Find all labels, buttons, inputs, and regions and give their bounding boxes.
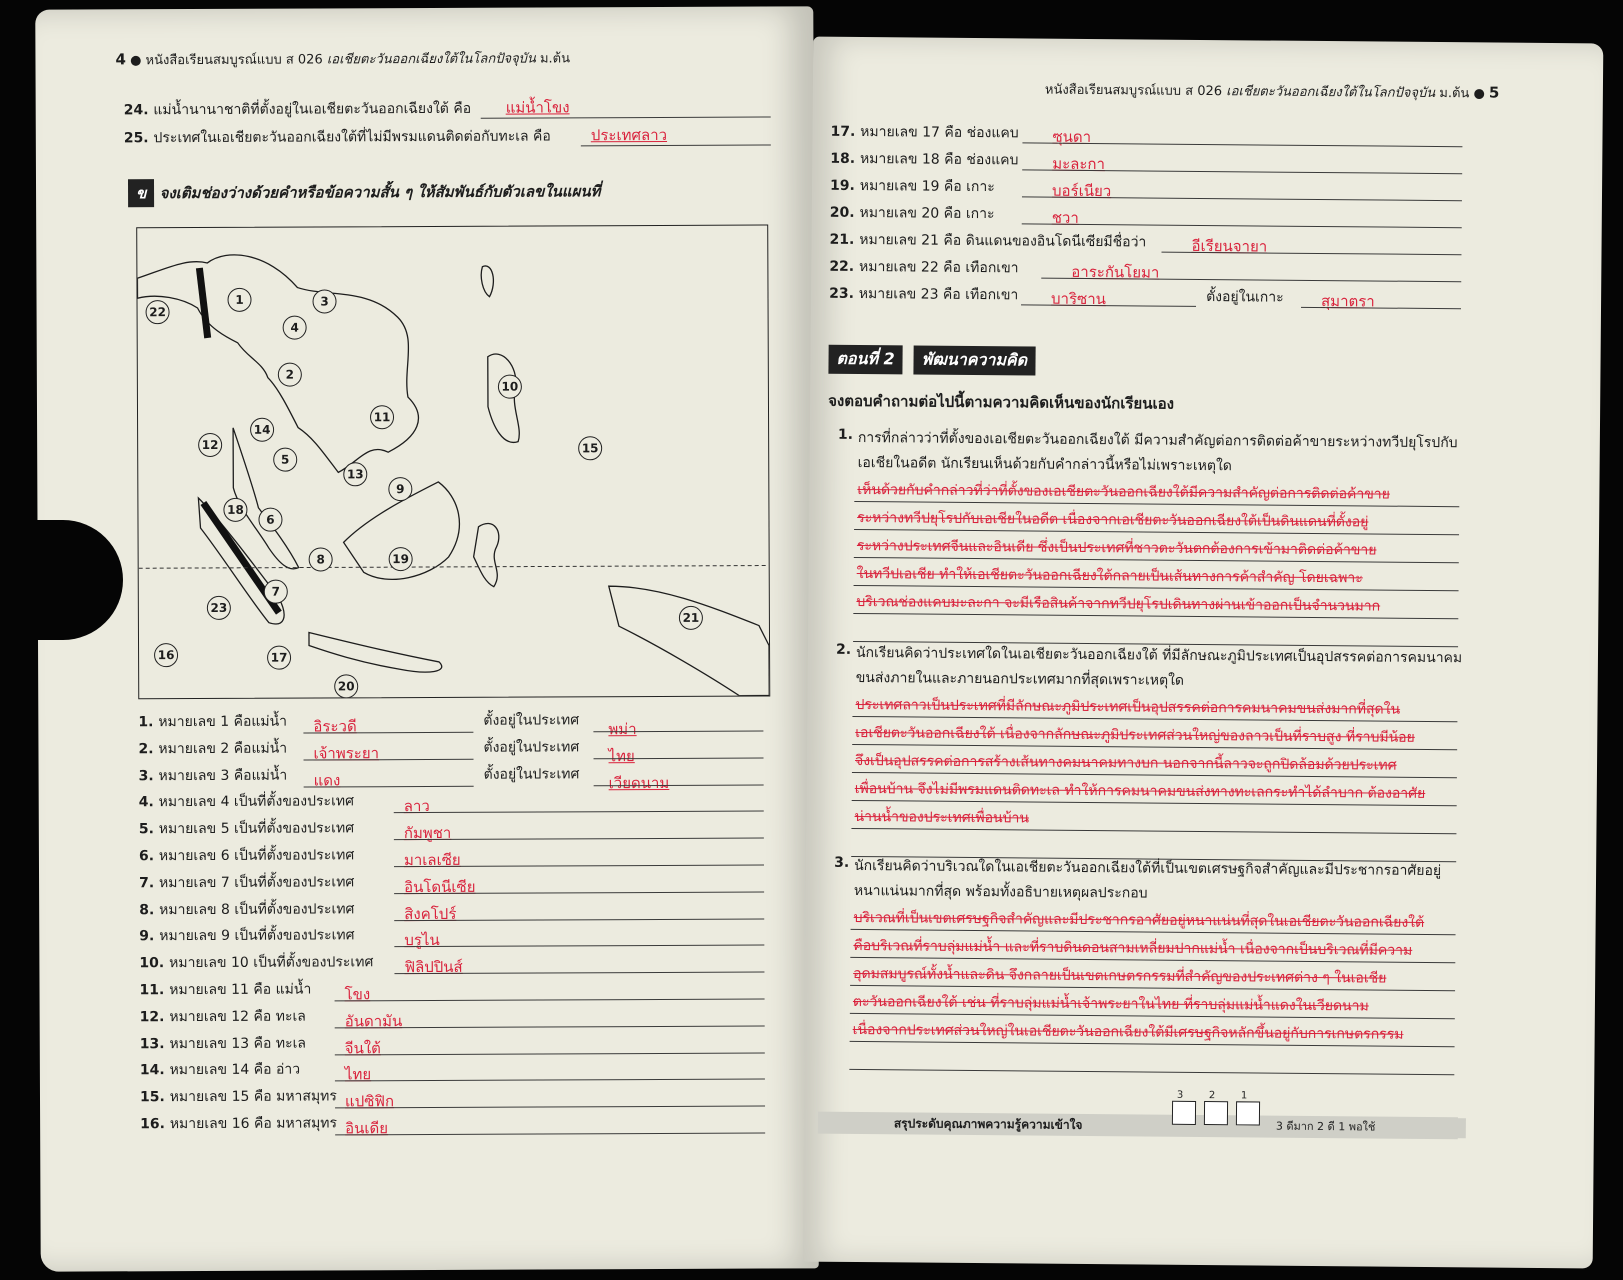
open-question-number: 2.: [835, 641, 852, 658]
answer-line: [594, 757, 764, 759]
map-question-row: [139, 818, 354, 841]
question-text: หมายเลข 13 คือ ทะเล: [169, 1035, 307, 1052]
question-text: หมายเลข 2 คือแม่น้ำ: [158, 740, 288, 757]
map-question-row: [139, 979, 311, 1002]
answer-handwritten: ลาว: [403, 797, 430, 816]
right-page-header: [1045, 79, 1500, 104]
question-number: 12.: [139, 1008, 165, 1026]
handwritten-answer-line: เอเชียตะวันออกเฉียงใต้ เนื่องจากลักษณะภูมิประเทศส่วนใหญ่ของลาวเป็นที่ราบสูง ที่ราบมีน้อย: [855, 724, 1415, 746]
map-question-row: [140, 1086, 337, 1109]
question-number: 14.: [139, 1062, 165, 1079]
map-question-row: [139, 764, 288, 787]
answer-handwritten: มาเลเซีย: [403, 850, 461, 870]
answer-line: [394, 838, 764, 841]
answer-25: ประเทศลาว: [590, 125, 668, 145]
map-label: 16: [154, 643, 178, 667]
map-label: 9: [388, 477, 412, 501]
question-text: หมายเลข 3 คือแม่น้ำ: [158, 767, 288, 784]
page-number: 5: [1488, 83, 1500, 102]
handwritten-answer-line: บริเวณช่องแคบมะละกา จะมีเรือสินค้าจากทวีปยุโรปเดินทางผ่านเข้าออกเป็นจำนวนมาก: [856, 593, 1381, 615]
question-text: หมายเลข 9 เป็นที่ตั้งของประเทศ: [159, 927, 355, 945]
answer-handwritten: อิระวดี: [313, 717, 357, 736]
question-text: หมายเลข 22 คือ เทือกเขา: [858, 258, 1019, 277]
handwritten-answer-line: จึงเป็นอุปสรรคต่อการสร้างเส้นทางคมนาคมทางบก นอกจากนี้ลาวจะถูกปิดล้อมด้วยประเทศ: [854, 752, 1397, 774]
open-question-number: 1.: [837, 426, 854, 443]
rating-boxes: [1166, 1090, 1258, 1126]
book-title-italic: เอเชียตะวันออกเฉียงใต้ในโลกปัจจุบัน: [1226, 84, 1436, 102]
question-text: หมายเลข 7 เป็นที่ตั้งของประเทศ: [158, 874, 355, 891]
handwritten-answer-line: บริเวณที่เป็นเขตเศรษฐกิจสำคัญและมีประชากรอาศัยอยู่หนาแน่นที่สุดในเอเชียตะวันออกเฉียงใต้: [853, 909, 1425, 931]
quality-summary-label: สรุประดับคุณภาพความรู้ความเข้าใจ: [893, 1116, 1083, 1132]
answer-line: [335, 1079, 765, 1082]
question-text: หมายเลข 19 คือ เกาะ: [859, 177, 995, 196]
handwritten-answer-line: เพื่อนบ้าน จึงไม่มีพรมแดนติดทะเล ทำให้การคมนาคมขนส่งทางทะเลกระทำได้ลำบาก ต้องอาศัย: [854, 780, 1426, 802]
handwritten-answer-line: ประเทศลาวเป็นประเทศที่มีลักษณะภูมิประเทศเป็นอุปสรรคต่อการคมนาคมขนส่งมากที่สุดใน: [855, 696, 1401, 718]
map-question-row: [139, 925, 354, 948]
rating-box-2[interactable]: [1198, 1090, 1226, 1125]
map-label: 10: [498, 375, 522, 399]
part-title-badge: พัฒนาความคิด: [914, 345, 1035, 375]
map-label: 6: [258, 508, 282, 532]
question-number: 6.: [138, 848, 155, 865]
java-shape: [309, 632, 442, 673]
bullet-icon: ●: [130, 53, 146, 69]
map-label: 12: [198, 433, 222, 457]
rating-legend: 3 ดีมาก 2 ดี 1 พอใช้: [1266, 1117, 1466, 1139]
answer-line: [851, 828, 1456, 834]
map-label: 13: [343, 462, 367, 486]
book-level: ม.ต้น: [535, 51, 571, 67]
answer-handwritten: แปซิฟิก: [344, 1092, 395, 1111]
answer-line: [394, 918, 764, 921]
answer-handwritten: จีนใต้: [344, 1038, 381, 1057]
map-label: 4: [283, 316, 307, 340]
question-text: ประเทศในเอเชียตะวันออกเฉียงใต้ที่ไม่มีพรมแดนติดต่อกับทะเล คือ: [153, 128, 551, 147]
question-number: 2.: [138, 740, 154, 758]
question-text: หมายเลข 12 คือ ทะเล: [169, 1008, 306, 1025]
question-24: [124, 98, 471, 122]
map-label: 23: [207, 596, 231, 620]
question-text: หมายเลข 6 เป็นที่ตั้งของประเทศ: [158, 847, 355, 865]
question-text-2: ตั้งอยู่ในเกาะ: [1206, 289, 1284, 306]
mainland-shape: [137, 254, 418, 473]
checkbox[interactable]: [1172, 1101, 1196, 1125]
answer-line: [581, 144, 771, 146]
answer-handwritten: อีเรียนจายา: [1191, 236, 1268, 256]
answer-handwritten-2: สุมาตรา: [1320, 292, 1375, 311]
answer-handwritten: อินโดนีเซีย: [404, 877, 476, 896]
map-question-row: [138, 737, 287, 760]
map-label: 8: [309, 547, 333, 571]
map-question-row: [139, 951, 373, 974]
question-text-2: ตั้งอยู่ในประเทศ: [483, 739, 580, 756]
map-question-row: [830, 121, 1018, 145]
answer-line: [481, 116, 771, 118]
handwritten-answer-line: ระหว่างประเทศจีนและอินเดีย ซึ่งเป็นประเทศที่ชาวตะวันตกต้องการเข้ามาติดต่อค้าขาย: [856, 537, 1377, 559]
part2-instruction: จงตอบคำถามต่อไปนี้ตามความคิดเห็นของนักเรียนเอง: [828, 391, 1175, 413]
question-number: 20.: [829, 204, 855, 221]
open-question-text: ขนส่งภายในและภายนอกประเทศมากที่สุดเพราะเหตุใด: [855, 669, 1185, 689]
question-number: 21.: [829, 231, 855, 248]
open-question-text: หนาแน่นมากที่สุด พร้อมทั้งอธิบายเหตุผลประกอบ: [853, 882, 1148, 902]
answer-line: [304, 785, 474, 787]
question-number: 1.: [138, 714, 154, 731]
answer-line: [1022, 223, 1462, 228]
part-badge: ตอนที่ 2: [828, 345, 902, 375]
question-number: 24.: [123, 102, 149, 119]
map-question-row: [139, 871, 354, 894]
question-number: 10.: [139, 955, 165, 972]
question-number: 19.: [829, 177, 855, 194]
philippines-shape: [488, 354, 520, 443]
answer-line: [394, 865, 764, 868]
handwritten-answer-line: เห็นด้วยกับคำกล่าวที่ว่าที่ตั้งของเอเชียตะวันออกเฉียงใต้มีความสำคัญต่อการติดต่อค้าขาย: [857, 481, 1390, 503]
question-text: หมายเลข 20 คือ เกาะ: [859, 204, 995, 223]
answer-line: [394, 945, 764, 948]
question-number: 18.: [830, 150, 856, 167]
answer-line: [303, 732, 473, 734]
open-question-text: เอเชียในอดีต นักเรียนเห็นด้วยกับคำกล่าวนี้หรือไม่เพราะเหตุใด: [857, 454, 1233, 475]
page-number: 4: [115, 50, 126, 69]
question-number: 3.: [138, 767, 154, 784]
handwritten-answer-line: ระหว่างทวีปยุโรปกับเอเชียในอดีต เนื่องจากเอเชียตะวันออกเฉียงใต้เป็นดินแดนที่ตั้งอยู่: [857, 509, 1369, 531]
map-question-row: [829, 256, 1018, 280]
question-number: 5.: [138, 821, 154, 838]
handwritten-answer-line: อุดมสมบูรณ์ทั้งน้ำและดิน จึงกลายเป็นเขตเกษตรกรรมที่สำคัญของประเทศต่าง ๆ ในเอเชีย: [853, 965, 1387, 987]
map-label: 22: [146, 300, 170, 324]
map-label: 20: [334, 674, 358, 698]
box-number: 3: [1176, 1089, 1184, 1101]
book-title: หนังสือเรียนสมบูรณ์แบบ ส 026: [145, 52, 327, 69]
section-title: จงเติมช่องว่างด้วยคำหรือข้อความสั้น ๆ ให้สัมพันธ์กับตัวเลขในแผนที่: [159, 182, 601, 203]
answer-handwritten: แดง: [313, 770, 341, 790]
map-label: 21: [679, 606, 703, 630]
question-text: หมายเลข 10 เป็นที่ตั้งของประเทศ: [169, 954, 374, 972]
question-text: หมายเลข 5 เป็นที่ตั้งของประเทศ: [158, 820, 355, 838]
checkbox[interactable]: [1204, 1101, 1228, 1125]
question-text: หมายเลข 8 เป็นที่ตั้งของประเทศ: [159, 900, 355, 918]
sulawesi-shape: [473, 523, 499, 586]
open-question-text: นักเรียนคิดว่าประเทศใดในเอเชียตะวันออกเฉียงใต้ ที่มีลักษณะภูมิประเทศเป็นอุปสรรคต่อการคมนาคม: [855, 644, 1463, 667]
answer-line: [335, 1052, 765, 1055]
rating-box-3[interactable]: [1166, 1090, 1194, 1125]
bullet-icon: ●: [1473, 86, 1490, 102]
section-b-heading: [128, 177, 601, 207]
answer-handwritten-2: เวียดนาม: [608, 773, 670, 792]
answer-handwritten-2: ไทย: [608, 746, 635, 766]
answer-handwritten: สิงคโปร์: [404, 904, 457, 923]
map-question-row: [830, 148, 1018, 172]
question-number: 13.: [139, 1035, 165, 1052]
answer-handwritten: มะละกา: [1052, 154, 1106, 174]
answer-handwritten: ซุนดา: [1052, 127, 1092, 147]
answer-line: [394, 891, 764, 894]
map-question-row: [140, 1032, 306, 1055]
question-number: 8.: [139, 901, 155, 918]
box-number: 1: [1240, 1090, 1248, 1102]
question-number: 16.: [140, 1116, 165, 1133]
map-label: 19: [389, 547, 413, 571]
question-number: 4.: [138, 794, 154, 811]
map-question-row: [139, 844, 354, 867]
answer-handwritten: โขง: [344, 985, 371, 1004]
answer-handwritten: อินเดีย: [345, 1119, 389, 1138]
answer-line: [394, 811, 764, 814]
question-number: 17.: [830, 123, 856, 140]
answer-handwritten: อาระกันโยมา: [1071, 262, 1160, 282]
new-guinea-shape: [609, 586, 769, 697]
question-text: หมายเลข 16 คือ มหาสมุทร: [169, 1115, 338, 1133]
answer-line: [304, 759, 474, 761]
book-level: ม.ต้น: [1435, 86, 1470, 102]
map-question-row: [140, 1112, 337, 1135]
question-text: หมายเลข 23 คือ เทือกเขา: [858, 285, 1019, 304]
answer-handwritten: บาริซาน: [1051, 289, 1107, 309]
question-number: 23.: [829, 285, 854, 302]
answer-line: [335, 1106, 765, 1109]
map-label: 1: [227, 288, 251, 312]
map-label: 5: [273, 448, 297, 472]
rating-box-1[interactable]: [1230, 1090, 1258, 1125]
question-number: 15.: [139, 1089, 165, 1106]
map-question-row: [140, 1059, 300, 1082]
question-number: 11.: [139, 982, 165, 999]
open-question-text: การที่กล่าวว่าที่ตั้งของเอเชียตะวันออกเฉียงใต้ มีความสำคัญต่อการติดต่อค้าขายระหว่างทวีปยุโรปกับ: [857, 429, 1458, 452]
southeast-asia-map: [136, 225, 770, 700]
question-number: 25.: [123, 130, 149, 147]
answer-handwritten: ฟิลิปปินส์: [404, 958, 463, 977]
question-text: หมายเลข 14 คือ อ่าว: [169, 1061, 301, 1079]
map-label: 11: [370, 405, 394, 429]
answer-24: แม่น้ำโขง: [505, 98, 570, 117]
answer-line: [335, 1133, 765, 1136]
answer-handwritten: ชวา: [1051, 208, 1079, 227]
map-question-row: [139, 791, 354, 814]
question-text: หมายเลข 15 คือ มหาสมุทร: [169, 1088, 337, 1106]
map-question-row: [138, 711, 287, 734]
book-title-italic: เอเชียตะวันออกเฉียงใต้ในโลกปัจจุบัน: [326, 51, 536, 68]
question-25: [124, 125, 551, 149]
question-number: 9.: [139, 928, 155, 945]
question-text: แม่น้ำนานาชาติที่ตั้งอยู่ในเอเชียตะวันออกเฉียงใต้ คือ: [153, 100, 472, 119]
answer-line: [593, 731, 763, 733]
left-page: [35, 6, 818, 1271]
book-title: หนังสือเรียนสมบูรณ์แบบ ส 026: [1044, 82, 1227, 100]
question-text: หมายเลข 21 คือ ดินแดนของอินโดนีเซียมีชื่อว่า: [859, 231, 1147, 251]
handwritten-answer-line: ในทวีปเอเชีย ทำให้เอเชียตะวันออกเฉียงใต้กลายเป็นเส้นทางการค้าสำคัญ โดยเฉพาะ: [856, 565, 1363, 587]
answer-line: [594, 784, 764, 786]
map-label: 18: [223, 498, 247, 522]
question-number: 22.: [829, 258, 855, 275]
answer-handwritten: ไทย: [344, 1065, 372, 1084]
question-text-2: ตั้งอยู่ในประเทศ: [483, 712, 580, 729]
answer-line: [1021, 304, 1196, 307]
map-question-row: [829, 229, 1146, 254]
right-page: [803, 37, 1604, 1269]
section-badge: ข: [128, 179, 154, 207]
map-label: 14: [250, 418, 274, 442]
checkbox[interactable]: [1236, 1101, 1260, 1125]
map-question-row: [829, 283, 1018, 307]
handwritten-answer-line: ตะวันออกเฉียงใต้ เช่น ที่ราบลุ่มแม่น้ำเจ้าพระยาในไทย ที่ราบลุ่มแม่น้ำแดงในเวียดนาม: [852, 993, 1369, 1015]
question-text: หมายเลข 18 คือ ช่องแคบ: [859, 150, 1019, 169]
box-number: 2: [1208, 1090, 1216, 1102]
map-question-row: [830, 202, 995, 225]
map-label: 15: [578, 436, 602, 460]
open-question-text: นักเรียนคิดว่าบริเวณใดในเอเชียตะวันออกเฉียงใต้ที่เป็นเขตเศรษฐกิจสำคัญและมีประชากรอาศัยอยู่: [854, 857, 1442, 880]
question-number: 7.: [139, 874, 155, 892]
handwritten-answer-line: เนื่องจากประเทศส่วนใหญ่ในเอเชียตะวันออกเฉียงใต้มีเศรษฐกิจหลักขึ้นอยู่กับการเกษตรกรรม: [852, 1021, 1404, 1043]
map-label: 17: [267, 646, 291, 670]
answer-handwritten: กัมพูชา: [403, 824, 452, 843]
answer-handwritten-2: พม่า: [608, 720, 637, 739]
answer-handwritten: บรูไน: [404, 931, 440, 950]
question-text-2: ตั้งอยู่ในประเทศ: [483, 765, 580, 783]
map-question-row: [139, 898, 354, 921]
question-text: หมายเลข 11 คือ แม่น้ำ: [169, 981, 312, 999]
answer-handwritten: อันดามัน: [344, 1011, 403, 1031]
handwritten-answer-line: คือบริเวณที่ราบลุ่มแม่น้ำ และที่ราบดินดอนสามเหลี่ยมปากแม่น้ำ เนื่องจากเป็นบริเวณที่มีความ: [853, 937, 1413, 959]
answer-line: [849, 1069, 1454, 1075]
map-label: 7: [264, 580, 288, 604]
answer-line: [394, 972, 764, 975]
question-text: หมายเลข 4 เป็นที่ตั้งของประเทศ: [158, 793, 354, 811]
answer-handwritten: บอร์เนียว: [1051, 181, 1112, 201]
map-question-row: [830, 175, 995, 198]
answer-handwritten: เจ้าพระยา: [313, 744, 380, 763]
map-label: 3: [312, 289, 336, 313]
map-label: 2: [278, 363, 302, 387]
left-page-header: [115, 47, 570, 70]
answer-line: [335, 999, 765, 1002]
question-text: หมายเลข 1 คือแม่น้ำ: [158, 713, 288, 731]
taiwan-shape: [481, 266, 493, 297]
question-text: หมายเลข 17 คือ ช่องแคบ: [860, 123, 1019, 142]
part2-heading: [828, 345, 1035, 376]
open-question-number: 3.: [834, 854, 850, 871]
handwritten-answer-line: น่านน้ำของประเทศเพื่อนบ้าน: [854, 808, 1030, 827]
map-question-row: [140, 1005, 306, 1028]
